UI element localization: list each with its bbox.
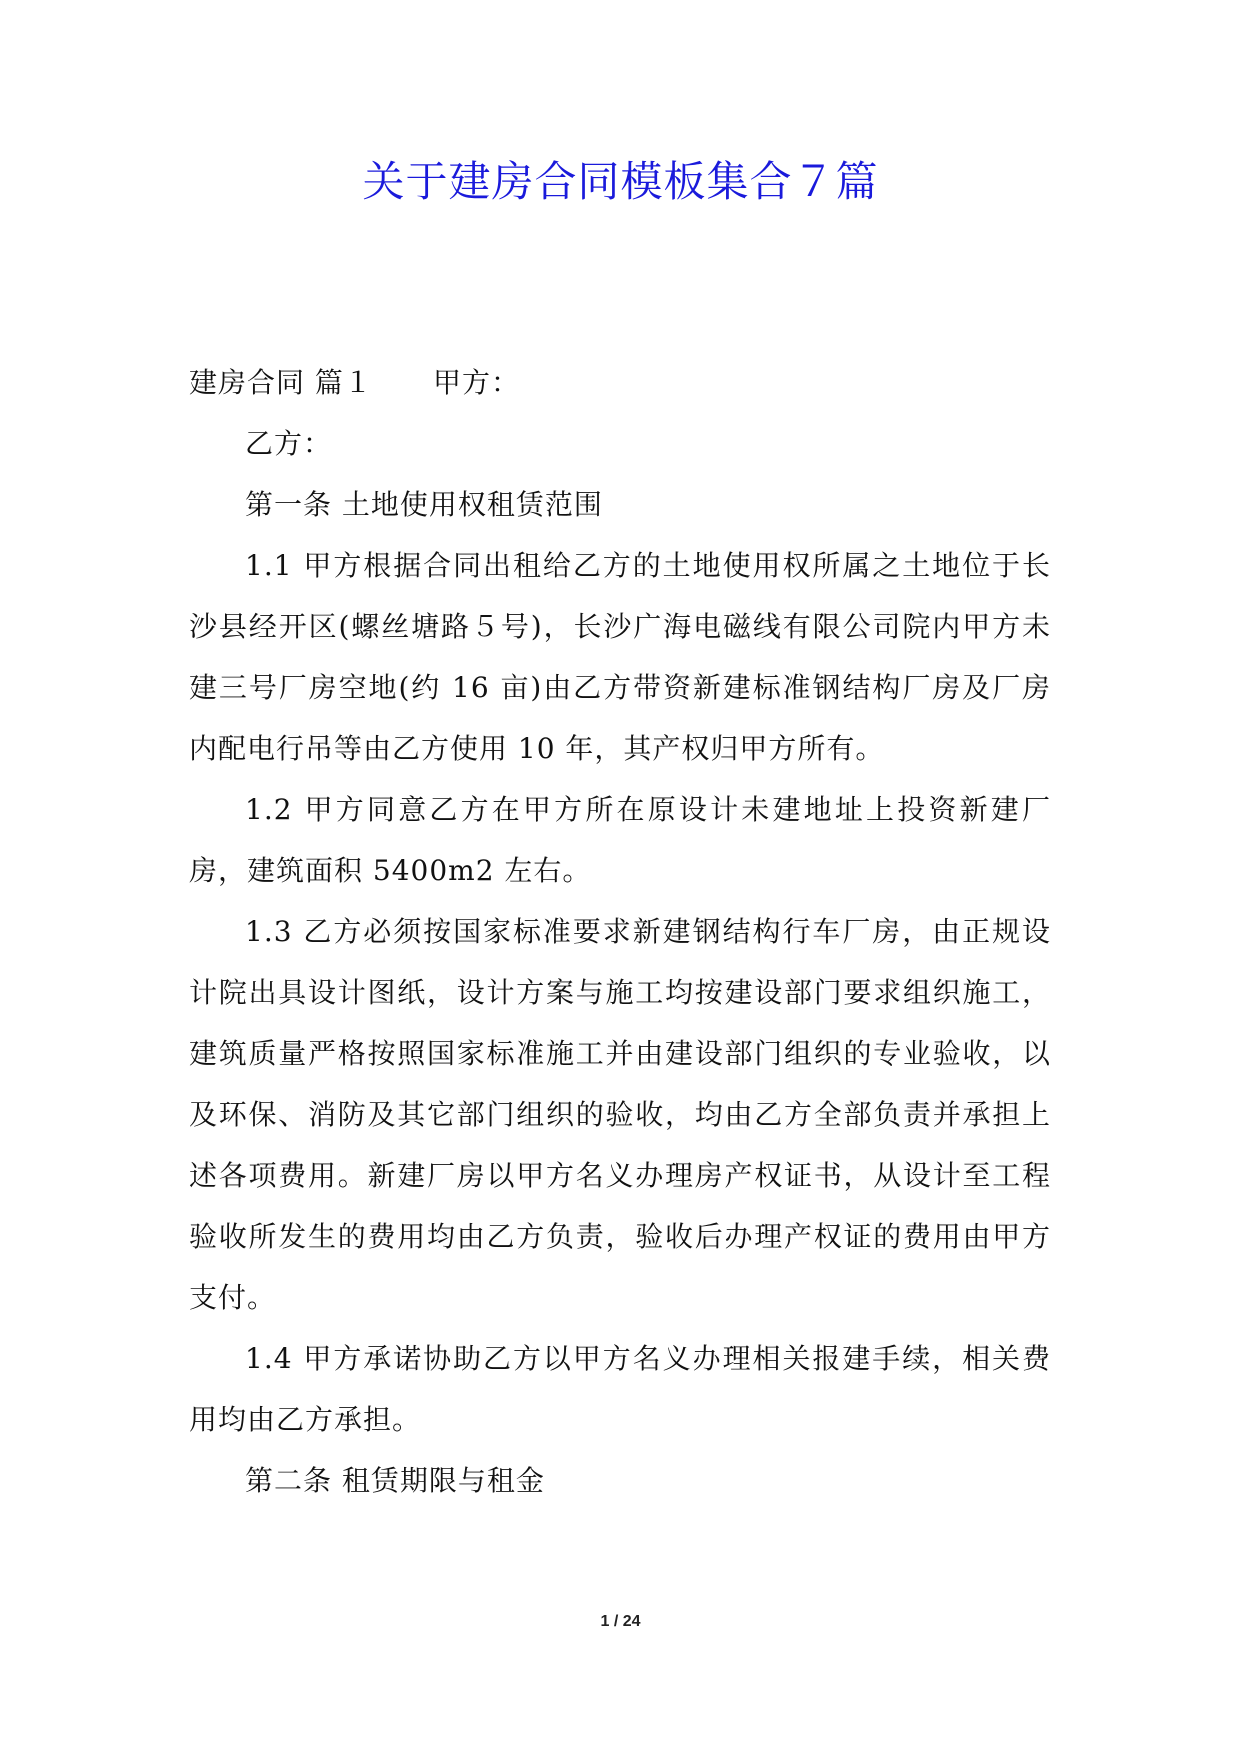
document-title: 关于建房合同模板集合７篇: [362, 157, 879, 206]
clause-1-2: 1.2 甲方同意乙方在甲方所在原设计未建地址上投资新建厂房，建筑面积 5400m2 左右。: [189, 793, 1051, 887]
article-heading-1: 第一条 土地使用权租赁范围: [245, 488, 603, 521]
clause-1-3: 1.3 乙方必须按国家标准要求新建钢结构行车厂房，由正规设计院出具设计图纸，设计方案与施工均按建设部门要求组织施工，建筑质量严格按照国家标准施工并由建设部门组织的专业验收，以及环保、消防及其它部门组织的验收，均由乙方全部负责并承担上述各项费用。新建厂房以甲方名义办理房产权证书，从设计至工程验收所发生的费用均由乙方负责，验收后办理产权证的费用由甲方支付。: [189, 915, 1051, 1314]
article-heading-2: 第二条 租赁期限与租金: [245, 1464, 545, 1497]
section-heading: 建房合同: [189, 366, 306, 399]
clause-1-1: 1.1 甲方根据合同出租给乙方的土地使用权所属之土地位于长沙县经开区(螺丝塘路５号)，长沙广海电磁线有限公司院内甲方未建三号厂房空地(约 16 亩)由乙方带资新建标准钢结构厂房及厂房内配电行吊等由乙方使用 10 年，其产权归甲方所有。: [189, 549, 1051, 765]
party-a-label: 甲方：: [432, 366, 520, 399]
party-b-label: 乙方：: [245, 427, 333, 460]
clause-1-4: 1.4 甲方承诺协助乙方以甲方名义办理相关报建手续，相关费用均由乙方承担。: [189, 1342, 1051, 1436]
section-part-label: 篇１: [314, 366, 373, 399]
page-number: 1 / 24: [600, 1613, 641, 1630]
document-body: [189, 352, 1051, 1511]
section-heading-line: [189, 352, 1051, 413]
